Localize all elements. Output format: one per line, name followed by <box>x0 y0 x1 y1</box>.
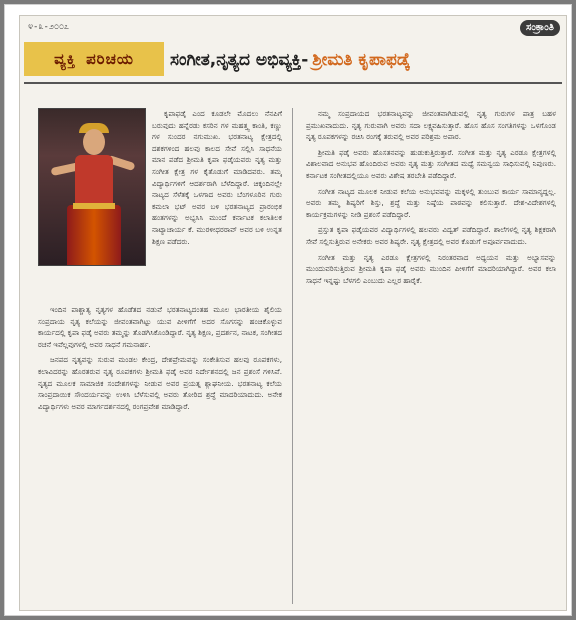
paragraph: ನಮ್ಮ ಸಂಪ್ರದಾಯದ ಭರತನಾಟ್ಯವನ್ನು ಜೀವಂತವಾಗಿಡುವಲ್ಲಿ ನೃತ್ಯ ಗುರುಗಳ ಪಾತ್ರ ಬಹಳ ಪ್ರಮುಖವಾದುದು. ನೃತ್ಯ ಗುರುವಾಗಿ ಅವರು ಸದಾ ಲಕ್ಷ್ಯವಹಿಸುತ್ತಾರೆ. ಹೊಸ ಹೊಸ ಸಂಗತಿಗಳನ್ನು ಒಳಗೊಂಡ ನೃತ್ಯ ರೂಪಕಗಳನ್ನು ರಚಿಸಿ ರಂಗಕ್ಕೆ ತರುವಲ್ಲಿ ಅವರ ಪರಿಶ್ರಮ ಅಪಾರ. <box>306 109 556 142</box>
paragraph: ಜನಪದ ನೃತ್ಯವನ್ನು ಸುರುವ ಮಂಡಲ ಕೇಂದ್ರ, ದೇಶಪ್ರೇಮವನ್ನು ಸಂಕೇತಿಸುವ ಹಲವು ರೂಪಕಗಳು, ಕಲಾವಿದರನ್ನು ಹೊರತರುವ ನೃತ್ಯ ರೂಪಕಗಳು ಶ್ರೀಮತಿ ಫಡ್ಕೆ ಅವರ ನಿರ್ದೇಶನದಲ್ಲಿ ಜನ ಪ್ರಶಂಸೆ ಗಳಿಸಿವೆ. ನೃತ್ಯದ ಮೂಲಕ ಸಾಮಾಜಿಕ ಸಂದೇಶಗಳನ್ನು ನೀಡುವ ಅವರ ಪ್ರಯತ್ನ ಶ್ಲಾಘನೀಯ. ಭರತನಾಟ್ಯ ಕಲೆಯ ಸಾಂಪ್ರದಾಯಿಕ ಸೌಂದರ್ಯವನ್ನು ಉಳಿಸಿ ಬೆಳೆಸುವಲ್ಲಿ ಅವರು ತೋರಿದ ಶ್ರದ್ಧೆ ಮಾದರಿಯಾದುದು. ಅನೇಕ ವಿದ್ಯಾರ್ಥಿಗಳು ಅವರ ಮಾರ್ಗದರ್ಶನದಲ್ಲಿ ರಂಗಪ್ರವೇಶ ಮಾಡಿದ್ದಾರೆ. <box>38 355 282 411</box>
article-header <box>24 40 562 80</box>
paragraph: ಸಂಗೀತ ನಾಟ್ಯದ ಮೂಲಕ ನೀಡುವ ಕಲೆಯ ಅನುಭವವನ್ನು ಮಕ್ಕಳಲ್ಲಿ ತುಂಬುವ ಕಾರ್ಯ ಸಾಮಾನ್ಯದ್ದಲ್ಲ. ಅವರು ತಮ್ಮ ಶಿಷ್ಯರಿಗೆ ಶಿಸ್ತು, ಶ್ರದ್ಧೆ ಮತ್ತು ನಿಷ್ಠೆಯ ಪಾಠವನ್ನು ಕಲಿಸುತ್ತಾರೆ. ದೇಶ-ವಿದೇಶಗಳಲ್ಲಿ ಕಾರ್ಯಕ್ರಮಗಳನ್ನು ನೀಡಿ ಪ್ರಶಂಸೆ ಪಡೆದಿದ್ದಾರೆ. <box>306 186 556 219</box>
newspaper-clipping <box>19 15 567 611</box>
paragraph: ಕೃಪಾಫಡ್ಕೆ ಎಂದ ಕೂಡಲೇ ಮೊದಲು ನೆನಪಿಗೆ ಬರುವುದು ಹನ್ನೆರಡು ಕಸರಿನ ಗಳ ಮಹತ್ತ್ವ ಕಾಂತಿ, ಕಣ್ಣು ಗಳ ಸುಂದರ ನಗುಮುಖ. ಭರತನಾಟ್ಯ ಕ್ಷೇತ್ರದಲ್ಲಿ ದಶಕಗಳಿಂದ ಹಲವು ಕಾಲದ ಸೇವೆ ಸಲ್ಲಿಸಿ ಸಾಧನೆಯ ಮಾನ ಪಡೆದ ಶ್ರೀಮತಿ ಕೃಪಾ ಫಡ್ಕೆಯವರು ನೃತ್ಯ ಮತ್ತು ಸಂಗೀತ ಕ್ಷೇತ್ರ ಗಳ ಕೈತೊಡುಗೆ ಮಾಡಿದವರು. ತಮ್ಮ ವಿದ್ಯಾರ್ಥಿಗಳಿಗೆ ಆದರ್ಶರಾಗಿ ಬೆಳೆದಿದ್ದಾರೆ. ಚಿಕ್ಕಂದಿನಲ್ಲೇ ನಾಟ್ಯದ ಸೆಳೆತಕ್ಕೆ ಒಳಗಾದ ಅವರು ಬೆಂಗಳೂರಿನ ಗುರು ಕಮಲಾ ಭಟ್ ಅವರ ಬಳಿ ಭರತನಾಟ್ಯದ ಪ್ರಾರಂಭಿಕ ಹಂತಗಳನ್ನು ಅಭ್ಯಸಿಸಿ ಮುಂದೆ ಕರ್ನಾಟಕ ಕಲಾತಿಲಕ ನಾಟ್ಯಾಚಾರ್ಯ ಕೆ. ಮುರಳೀಧರರಾವ್ ಅವರ ಬಳಿ ಉನ್ನತ ಶಿಕ್ಷಣ ಪಡೆದರು. <box>152 109 282 246</box>
header-rule <box>24 82 562 84</box>
paragraph: ಪ್ರಸ್ತುತ ಕೃಪಾ ಫಡ್ಕೆಯವರ ವಿದ್ಯಾರ್ಥಿಗಳಲ್ಲಿ ಹಲವರು ವಿದ್ವತ್ ಪಡೆದಿದ್ದಾರೆ. ಶಾಲೆಗಳಲ್ಲಿ ನೃತ್ಯ ಶಿಕ್ಷಕರಾಗಿ ಸೇವೆ ಸಲ್ಲಿಸುತ್ತಿರುವ ಅನೇಕರು ಅವರ ಶಿಷ್ಯರೇ. ನೃತ್ಯ ಕ್ಷೇತ್ರದಲ್ಲಿ ಅವರ ಕೊಡುಗೆ ಅಪೂರ್ವವಾದುದು. <box>306 225 556 246</box>
dancer-photo <box>38 108 146 266</box>
column-divider <box>292 108 293 604</box>
article-column-right <box>306 108 556 604</box>
dancer-belt <box>73 203 115 209</box>
headline-main: ಸಂಗೀತ,ನೃತ್ಯದ ಅಭಿವ್ಯಕ್ತಿ- <box>170 50 309 70</box>
article-column-left-top <box>152 108 282 300</box>
top-bar <box>26 20 560 36</box>
headline <box>170 44 562 76</box>
masthead-logo: ಸಂಕ್ರಾಂತಿ <box>520 20 560 36</box>
page-frame <box>4 4 572 616</box>
article-column-left-bottom <box>38 304 282 604</box>
dancer-skirt <box>67 205 121 265</box>
paragraph: ಶ್ರೀಮತಿ ಫಡ್ಕೆ ಅವರು ಹೊಸತನವನ್ನು ಹುಡುಕುತ್ತಿರುತ್ತಾರೆ. ಸಂಗೀತ ಮತ್ತು ನೃತ್ಯ ಎರಡೂ ಕ್ಷೇತ್ರಗಳಲ್ಲಿ ವಿಶಾಲವಾದ ಅನುಭವ ಹೊಂದಿರುವ ಅವರು ನೃತ್ಯ ಮತ್ತು ಸಂಗೀತದ ಮಧ್ಯೆ ಸಮನ್ವಯ ಸಾಧಿಸುವಲ್ಲಿ ನಿಪುಣರು. ಕರ್ನಾಟಕ ಸಂಗೀತದಲ್ಲಿಯೂ ಅವರು ವಿಶೇಷ ತರಬೇತಿ ಪಡೆದಿದ್ದಾರೆ. <box>306 147 556 180</box>
section-tag <box>24 42 164 76</box>
section-tag-word-1: ವ್ಯಕ್ತಿ <box>54 50 77 68</box>
headline-name: ಶ್ರೀಮತಿ ಕೃಪಾಫಡ್ಕೆ <box>312 50 410 70</box>
dancer-body <box>75 155 113 209</box>
dancer-head <box>83 129 105 155</box>
issue-date: ೪-೩-೨೦೦೭ <box>28 22 70 32</box>
paragraph: ಸಂಗೀತ ಮತ್ತು ನೃತ್ಯ ಎರಡೂ ಕ್ಷೇತ್ರಗಳಲ್ಲಿ ನಿರಂತರವಾದ ಅಧ್ಯಯನ ಮತ್ತು ಅಭ್ಯಾಸವನ್ನು ಮುಂದುವರಿಸುತ್ತಿರುವ ಶ್ರೀಮತಿ ಕೃಪಾ ಫಡ್ಕೆ ಅವರು ಮುಂದಿನ ಪೀಳಿಗೆಗೆ ಮಾದರಿಯಾಗಿದ್ದಾರೆ. ಅವರ ಕಲಾ ಸಾಧನೆ ಇನ್ನಷ್ಟು ಬೆಳಗಲಿ ಎಂಬುದು ಎಲ್ಲರ ಹಾರೈಕೆ. <box>306 252 556 285</box>
paragraph: ಇಂದಿನ ಪಾಶ್ಚಾತ್ಯ ನೃತ್ಯಗಳ ಹೊಡೆತದ ನಡುವೆ ಭರತನಾಟ್ಯದಂತಹ ಮೂಲ ಭಾರತೀಯ ಶೈಲಿಯ ಸಂಪ್ರದಾಯ ನೃತ್ಯ ಕಲೆಯನ್ನು ಜೀವಂತವಾಗಿಟ್ಟು ಯುವ ಪೀಳಿಗೆಗೆ ಅದರ ಸೊಗಸನ್ನು ಹಂಚಿಕೊಳ್ಳುವ ಕಾರ್ಯದಲ್ಲಿ ಕೃಪಾ ಫಡ್ಕೆ ಅವರು ತಮ್ಮನ್ನು ತೊಡಗಿಸಿಕೊಂಡಿದ್ದಾರೆ. ನೃತ್ಯ ಶಿಕ್ಷಣ, ಪ್ರದರ್ಶನ, ನಾಟಕ, ಸಂಗೀತದ ರಚನೆ ಇವೆಲ್ಲವುಗಳಲ್ಲಿ ಅವರ ಸಾಧನೆ ಗಮನಾರ್ಹ. <box>38 305 282 349</box>
section-tag-word-2: ಪರಿಚಯ <box>86 50 134 68</box>
